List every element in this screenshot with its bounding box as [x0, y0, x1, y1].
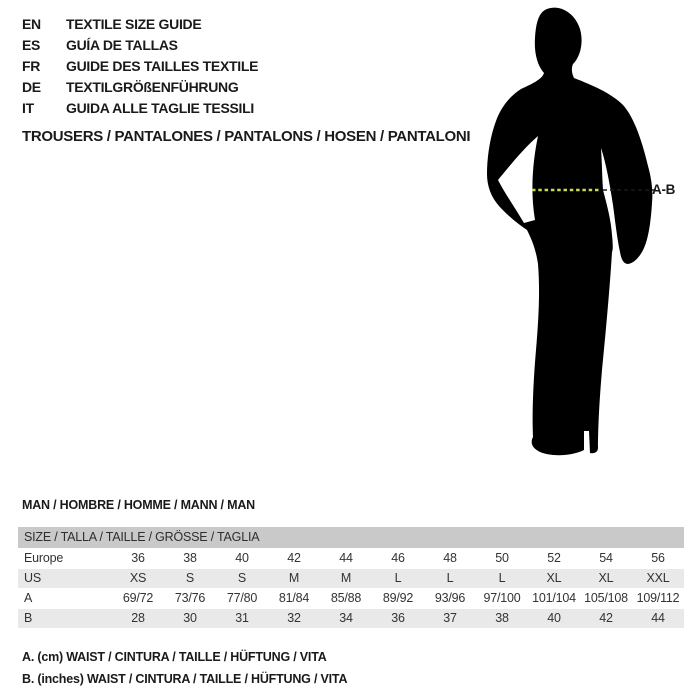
size-cell: 77/80 [226, 591, 258, 605]
size-cell: 50 [495, 551, 509, 565]
size-cell: 38 [495, 611, 509, 625]
size-cell: XL [546, 571, 562, 585]
size-cell: 30 [183, 611, 197, 625]
size-cell: 97/100 [483, 591, 521, 605]
language-label: GUÍA DE TALLAS [66, 37, 178, 53]
size-cell: 89/92 [382, 591, 414, 605]
size-cell: 54 [599, 551, 613, 565]
language-code: FR [22, 58, 41, 74]
row-label: US [24, 571, 41, 585]
size-cell: 34 [339, 611, 353, 625]
size-cell: L [446, 571, 454, 585]
language-code: DE [22, 79, 41, 95]
size-cell: M [340, 571, 352, 585]
size-cell: 109/112 [636, 591, 680, 605]
language-row [22, 35, 258, 56]
table-row-b-inches [18, 609, 684, 629]
size-cell: M [288, 571, 300, 585]
size-cell: XL [598, 571, 614, 585]
size-cell: 32 [287, 611, 301, 625]
row-label: Europe [24, 551, 64, 565]
language-row [22, 14, 258, 35]
language-code: IT [22, 100, 34, 116]
man-silhouette-figure [440, 0, 700, 470]
language-list [22, 14, 258, 119]
language-row [22, 77, 258, 98]
size-cell: 40 [547, 611, 561, 625]
language-label: GUIDE DES TAILLES TEXTILE [66, 58, 259, 74]
language-row [22, 98, 258, 119]
language-label: TEXTILGRÖßENFÜHRUNG [66, 79, 239, 95]
size-cell: 93/96 [434, 591, 466, 605]
size-cell: 52 [547, 551, 561, 565]
size-cell: S [237, 571, 247, 585]
size-cell: XXL [646, 571, 670, 585]
size-cell: 46 [391, 551, 405, 565]
category-title: TROUSERS / PANTALONES / PANTALONS / HOSEN / PANTALONI [22, 128, 471, 145]
size-cell: 81/84 [278, 591, 310, 605]
size-cell: 36 [131, 551, 145, 565]
language-label: GUIDA ALLE TAGLIE TESSILI [66, 100, 254, 116]
size-table [18, 527, 684, 629]
waist-measure-label: A-B [652, 182, 676, 197]
section-title: MAN / HOMBRE / HOMME / MANN / MAN [22, 498, 255, 512]
size-cell: 101/104 [532, 591, 576, 605]
size-cell: L [498, 571, 506, 585]
silhouette-body [487, 8, 652, 456]
size-cell: 42 [599, 611, 613, 625]
size-cell: 105/108 [584, 591, 628, 605]
language-row [22, 56, 258, 77]
size-cell: S [185, 571, 195, 585]
size-cell: 69/72 [122, 591, 154, 605]
size-cell: 56 [651, 551, 665, 565]
size-cell: XS [129, 571, 147, 585]
row-label: B [24, 611, 33, 625]
size-cell: 38 [183, 551, 197, 565]
language-code: ES [22, 37, 41, 53]
row-label: A [24, 591, 33, 605]
size-cell: 36 [391, 611, 405, 625]
size-cell: 73/76 [174, 591, 206, 605]
footnote-waist-cm: A. (cm) WAIST / CINTURA / TAILLE / HÜFTUNG / VITA [22, 650, 327, 664]
size-cell: 40 [235, 551, 249, 565]
size-cell: L [394, 571, 402, 585]
size-cell: 48 [443, 551, 457, 565]
size-cell: 44 [651, 611, 665, 625]
footnote-waist-inches: B. (inches) WAIST / CINTURA / TAILLE / HÜFTUNG / VITA [22, 672, 348, 686]
table-row-europe [18, 549, 684, 569]
footnotes [22, 646, 347, 690]
size-cell: 85/88 [330, 591, 362, 605]
size-table-header: SIZE / TALLA / TAILLE / GRÖSSE / TAGLIA [18, 527, 684, 549]
language-code: EN [22, 16, 41, 32]
language-label: TEXTILE SIZE GUIDE [66, 16, 202, 32]
size-cell: 42 [287, 551, 301, 565]
man-silhouette [440, 0, 700, 470]
table-row-us [18, 569, 684, 589]
table-row-a-cm [18, 589, 684, 609]
size-cell: 37 [443, 611, 457, 625]
size-cell: 44 [339, 551, 353, 565]
size-cell: 28 [131, 611, 145, 625]
size-cell: 31 [235, 611, 249, 625]
